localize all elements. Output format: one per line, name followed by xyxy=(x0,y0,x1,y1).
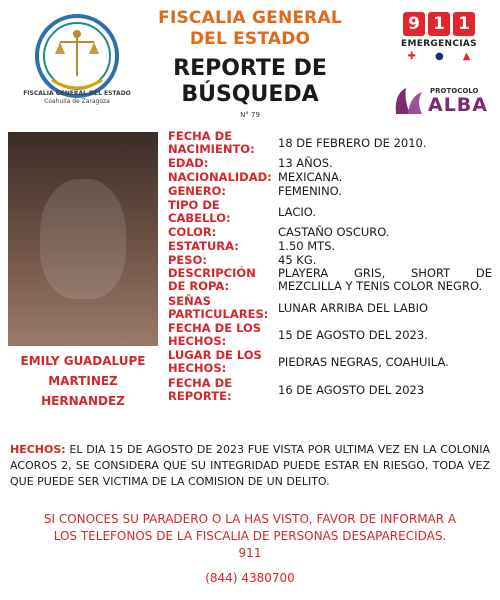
alba-protocol-label: PROTOCOLO xyxy=(430,87,479,95)
digit: 1 xyxy=(428,12,450,36)
facts-paragraph xyxy=(10,442,490,490)
field-value-marks: LUNAR ARRIBA DEL LABIO xyxy=(278,301,429,315)
field-label-nationality: NACIONALIDAD: xyxy=(168,170,272,184)
field-label-event-place: LUGAR DE LOS HECHOS: xyxy=(168,348,262,375)
field-value-clothing: PLAYERA GRIS, SHORT DE MEZCLILLA Y TENIS COLOR NEGRO. xyxy=(278,266,492,293)
field-value-weight: 45 KG. xyxy=(278,253,317,267)
alba-name: ALBA xyxy=(428,94,488,116)
emergency-number: 911 xyxy=(238,546,262,560)
emergency-service-icons xyxy=(398,51,480,62)
field-value-height: 1.50 MTS. xyxy=(278,239,336,253)
field-value-event-date: 15 DE AGOSTO DEL 2023. xyxy=(278,328,428,342)
report-number: N° 79 xyxy=(240,111,260,119)
field-label-hair-type: TIPO DE CABELLO: xyxy=(168,198,231,225)
seal-caption: FISCALIA GENERAL DEL ESTADO Coahuila de Zaragoza xyxy=(23,90,131,105)
person-photo xyxy=(8,132,158,346)
field-label-clothing: DESCRIPCIÓN DE ROPA: xyxy=(168,266,256,293)
cta-line: SI CONOCES SU PARADERO O LA HAS VISTO, FAVOR DE INFORMAR A xyxy=(43,512,457,526)
agency-name: FISCALIA GENERAL DEL ESTADO xyxy=(158,8,342,49)
photo-silhouette xyxy=(40,179,126,299)
state-seal-logo xyxy=(22,10,132,102)
digit: 1 xyxy=(453,12,475,36)
medical-cross-icon: ✚ xyxy=(407,51,416,62)
field-value-age: 13 AÑOS. xyxy=(278,156,333,170)
field-label-height: ESTATURA: xyxy=(168,239,239,253)
police-cap-icon: ● xyxy=(434,51,444,62)
field-label-marks: SEÑAS PARTICULARES: xyxy=(168,294,269,321)
field-label-event-date: FECHA DE LOS HECHOS: xyxy=(168,321,262,348)
emergency-digits xyxy=(398,12,480,36)
field-label-color: COLOR: xyxy=(168,225,217,239)
alba-figure-icon xyxy=(392,84,426,116)
cta-line: LOS TELEFONOS DE LA FISCALIA DE PERSONAS DESAPARECIDAS. xyxy=(53,529,447,543)
call-to-action xyxy=(10,511,490,562)
field-value-event-place: PIEDRAS NEGRAS, COAHUILA. xyxy=(278,355,449,369)
field-label-weight: PESO: xyxy=(168,253,207,267)
field-value-hair-type: LACIO. xyxy=(278,205,316,219)
facts-text: EL DIA 15 DE AGOSTO DE 2023 FUE VISTA POR ULTIMA VEZ EN LA COLONIA ACOROS 2, SE CONSIDERA QUE SU INTEGRIDAD PUEDE ESTAR EN RIESGO, TODA VEZ QUE PUEDE SER VICTIMA DE LA COMISION DE UN DELITO. xyxy=(10,443,490,488)
field-label-gender: GENERO: xyxy=(168,184,227,198)
digit: 9 xyxy=(403,12,425,36)
field-value-color: CASTAÑO OSCURO. xyxy=(278,225,390,239)
person-name: EMILY GUADALUPE MARTINEZ HERNANDEZ xyxy=(20,354,146,408)
fire-icon: ▲ xyxy=(462,51,471,62)
field-label-report-date: FECHA DE REPORTE: xyxy=(168,376,233,403)
field-label-age: EDAD: xyxy=(168,156,209,170)
field-value-birthdate: 18 DE FEBRERO DE 2010. xyxy=(278,136,427,150)
protocolo-alba-logo xyxy=(392,82,488,116)
field-value-report-date: 16 DE AGOSTO DEL 2023 xyxy=(278,383,425,397)
facts-label: HECHOS: xyxy=(10,443,66,456)
emergency-label: EMERGENCIAS xyxy=(401,39,477,49)
field-value-gender: FEMENINO. xyxy=(278,184,342,198)
contact-phone: (844) 4380700 xyxy=(205,571,295,585)
field-value-nationality: MEXICANA. xyxy=(278,170,343,184)
field-label-birthdate: FECHA DE NACIMIENTO: xyxy=(168,129,255,156)
report-title: REPORTE DE BÚSQUEDA xyxy=(173,56,327,107)
emergency-911-logo xyxy=(398,12,480,62)
